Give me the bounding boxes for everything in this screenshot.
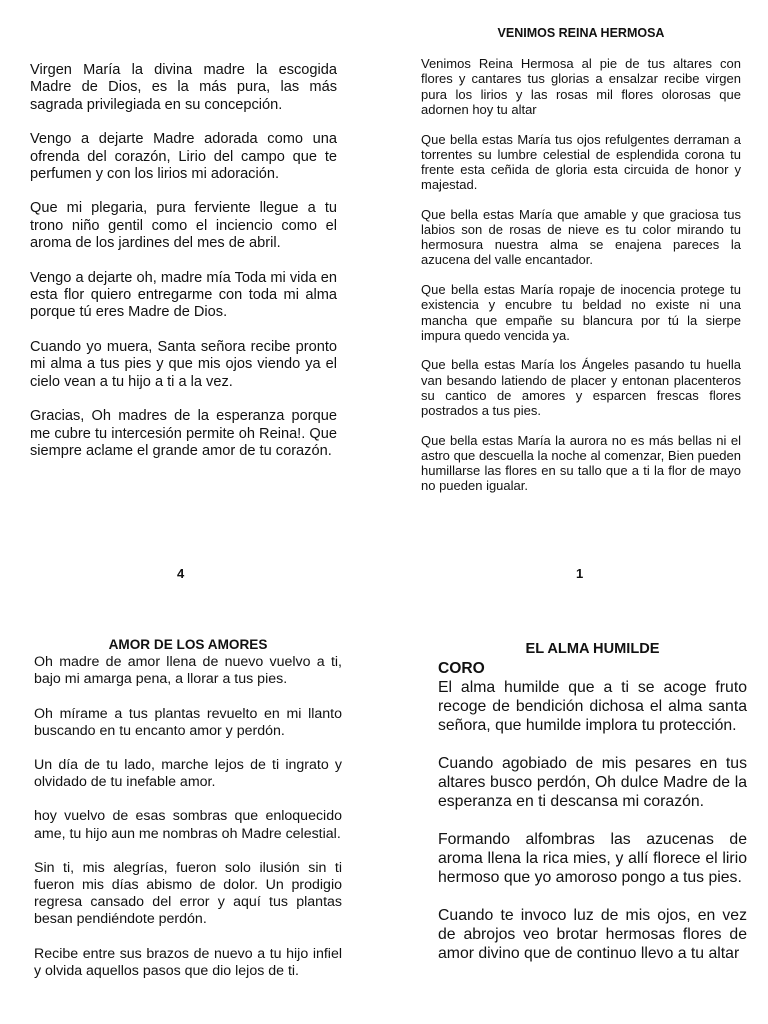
paragraph: Gracias, Oh madres de la esperanza porque me cubre tu intercesión permite oh Reina!. Que siempre aclame el grande amor de tu corazón.	[30, 408, 337, 459]
page-4-panel	[30, 62, 337, 477]
paragraph: Virgen María la divina madre la escogida Madre de Dios, es la más pura, las más sagrada privilegiada en su concepción.	[30, 62, 337, 113]
page-number-4: 4	[177, 566, 185, 581]
paragraph: Formando alfombras las azucenas de aroma llena la rica mies, y allí florece el lirio hermoso que yo amoroso pongo a tus pies.	[438, 831, 747, 886]
paragraph: Que bella estas María tus ojos refulgentes derraman a torrentes su lumbre celestial de esplendida corona tu frente esta ceñida de gloria esta circuida de honor y majestad.	[421, 131, 741, 193]
page-1-panel	[421, 26, 741, 508]
paragraph: Cuando yo muera, Santa señora recibe pronto mi alma a tus pies y que mis ojos viendo ya el cielo vean a tu hijo a ti a la vez.	[30, 338, 337, 390]
paragraph: Oh madre de amor llena de nuevo vuelvo a ti, bajo mi amarga pena, a llorar a tus pies.	[34, 654, 342, 688]
paragraph: Que bella estas María ropaje de inocencia protege tu existencia y encubre tu beldad no existe ni una mancha que empañe su blancura por tú la sierpe impura quedo vencida ya.	[421, 282, 741, 343]
song-title-amor-de-los-amores: AMOR DE LOS AMORES	[108, 637, 268, 652]
paragraph: El alma humilde que a ti se acoge fruto recoge de bendición dichosa el alma santa señora, que humilde implora tu protección.	[438, 679, 747, 734]
paragraph: Cuando te invoco luz de mis ojos, en vez de abrojos veo brotar hermosas flores de amor divino que de continuo llevo a tu altar	[438, 907, 747, 962]
paragraph: Vengo a dejarte oh, madre mía Toda mi vida en esta flor quiero entregarme con toda mi alma porque tú eres Madre de Dios.	[30, 269, 337, 321]
paragraph: Oh mírame a tus plantas revuelto en mi llanto buscando en tu encanto amor y perdón.	[34, 705, 342, 739]
paragraph: Un día de tu lado, marche lejos de ti ingrato y olvidado de tu inefable amor.	[34, 757, 342, 791]
paragraph: Sin ti, mis alegrías, fueron solo ilusión sin ti fueron mis días abismo de dolor. Un prodigio regresa cansado del error y aquí tus plantas besan pendiéndote perdón.	[34, 859, 342, 928]
amor-de-los-amores-panel	[34, 636, 342, 997]
page-number-1: 1	[576, 566, 584, 581]
song-title-venimos-reina-hermosa: VENIMOS REINA HERMOSA	[497, 26, 665, 40]
paragraph: Vengo a dejarte Madre adorada como una ofrenda del corazón, Lirio del campo que te perfumen y con los lirios mi adoración.	[30, 131, 337, 183]
paragraph: Que bella estas María la aurora no es más bellas ni el astro que descuella la noche al comenzar, Bien pueden humillarse las flores en su tallo que a ti la flor de mayo no pueden igualar.	[421, 432, 741, 494]
paragraph: Que bella estas María que amable y que graciosa tus labios son de rosas de nieve es tu color mirando tu hermosura nuestra alma se enajena pareces la azucena del valle encantador.	[421, 206, 741, 268]
paragraph: Cuando agobiado de mis pesares en tus altares busco perdón, Oh dulce Madre de la esperanza en ti descansa mi corazón.	[438, 755, 747, 810]
song-title-el-alma-humilde: EL ALMA HUMILDE	[525, 641, 660, 657]
paragraph: Que bella estas María los Ángeles pasando tu huella van besando latiendo de placer y entonan placenteros su cantico de amores y esparcen frescas flores postrados a tus pies.	[421, 357, 741, 419]
coro-label: CORO	[438, 660, 485, 677]
paragraph: hoy vuelvo de esas sombras que enloquecido ame, tu hijo aun me nombras oh Madre celestial.	[34, 808, 342, 842]
paragraph: Recibe entre sus brazos de nuevo a tu hijo infiel y olvida aquellos pasos que dio lejos de ti.	[34, 945, 342, 979]
paragraph: Venimos Reina Hermosa al pie de tus altares con flores y cantares tus glorias a ensalzar recibe virgen pura los lirios y las rosas mil flores olorosas que adornen hoy tu altar	[421, 56, 741, 117]
paragraph: Que mi plegaria, pura ferviente llegue a tu trono niño gentil como el inciencio como el aroma de los jardines del mes de abril.	[30, 200, 337, 252]
el-alma-humilde-panel	[438, 640, 747, 982]
